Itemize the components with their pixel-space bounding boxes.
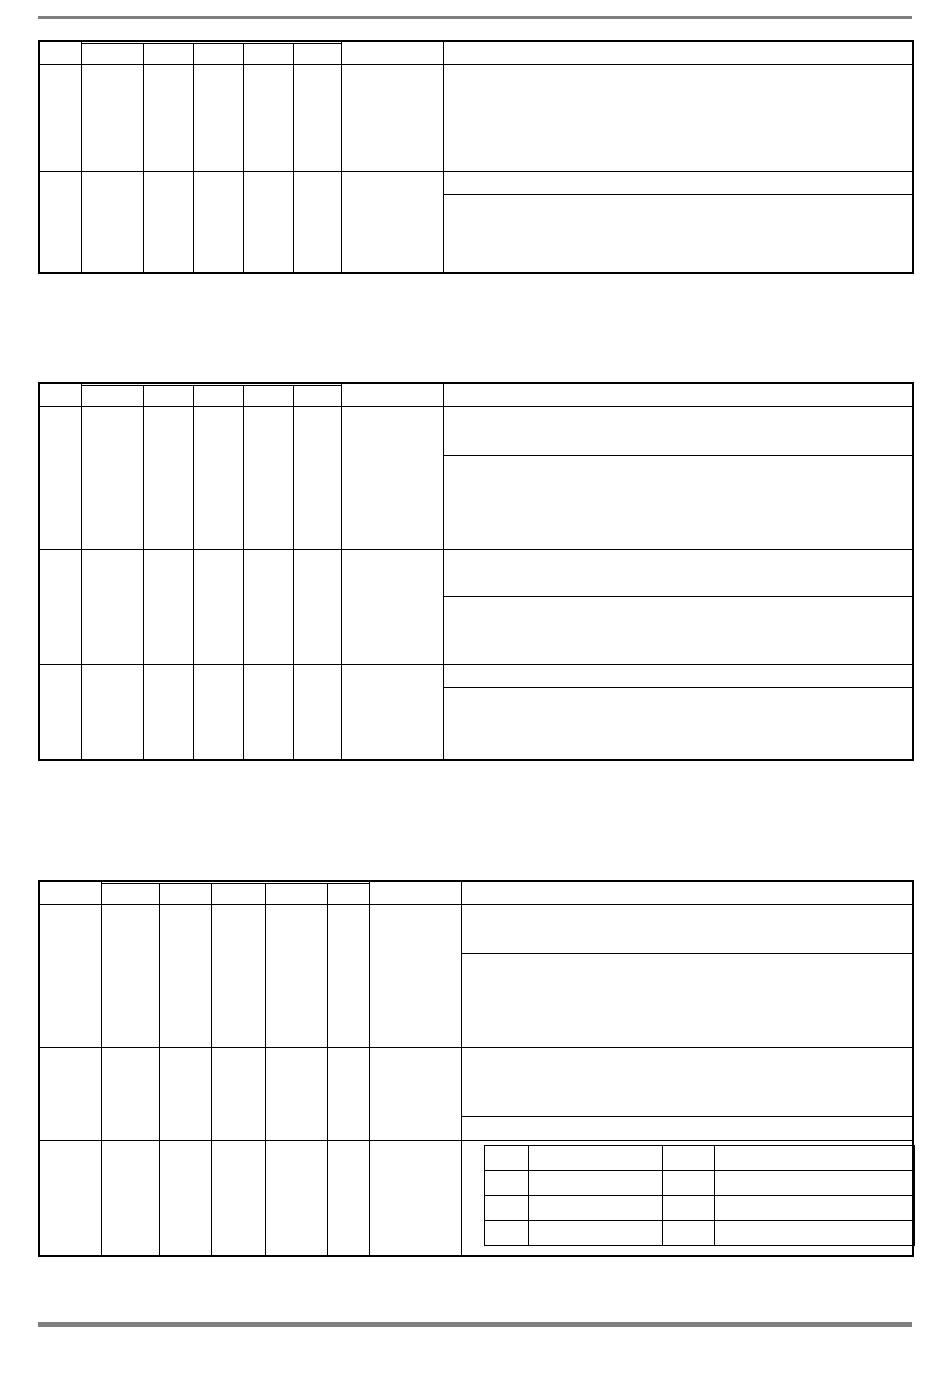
page-bottom-rule xyxy=(38,1322,912,1327)
row-cell xyxy=(211,905,265,1048)
header-subcol-2 xyxy=(143,44,193,65)
detail-line xyxy=(444,597,913,664)
nested-cell xyxy=(528,1146,662,1171)
detail-line xyxy=(444,195,913,272)
row-cell xyxy=(39,1048,101,1141)
nested-table-row xyxy=(484,1221,914,1246)
row-cell xyxy=(81,65,143,172)
nested-table-row xyxy=(484,1146,914,1171)
row-cell xyxy=(143,665,193,761)
table-row xyxy=(39,172,913,274)
row-cell xyxy=(341,172,443,274)
detail-line xyxy=(444,407,913,456)
row-cell xyxy=(293,65,341,172)
nested-cell xyxy=(528,1171,662,1196)
row-cell xyxy=(193,550,243,665)
row-cell xyxy=(265,1048,327,1141)
table-row xyxy=(39,407,913,550)
detail-lines-table xyxy=(444,172,913,271)
row-cell xyxy=(369,1048,461,1141)
detail-line xyxy=(444,688,913,759)
header-cell-col1 xyxy=(39,383,81,407)
detail-lines-table xyxy=(444,665,913,758)
nested-cell xyxy=(662,1196,714,1221)
table-3 xyxy=(38,880,914,1257)
nested-table-row xyxy=(484,1196,914,1221)
row-cell xyxy=(39,550,81,665)
header-cell-col3 xyxy=(341,41,443,65)
header-subcol-4 xyxy=(243,386,293,407)
row-cell xyxy=(341,550,443,665)
row-cell xyxy=(39,407,81,550)
row-cell xyxy=(193,172,243,274)
nested-cell xyxy=(484,1171,528,1196)
header-subcol-1 xyxy=(101,884,159,905)
row-cell xyxy=(101,1141,159,1257)
row-cell xyxy=(143,407,193,550)
row-cell xyxy=(243,665,293,761)
row-cell xyxy=(81,550,143,665)
row-cell xyxy=(143,172,193,274)
nested-cell xyxy=(714,1196,914,1221)
row-cell xyxy=(265,905,327,1048)
nested-cell xyxy=(528,1221,662,1246)
row-cell xyxy=(243,172,293,274)
row-nested-table-cell xyxy=(461,1141,913,1257)
row-cell xyxy=(159,905,211,1048)
row-cell xyxy=(81,407,143,550)
header-cell-col3 xyxy=(341,383,443,407)
detail-line xyxy=(462,954,913,1047)
header-subcol-1 xyxy=(81,386,143,407)
detail-line xyxy=(444,550,913,597)
table-1 xyxy=(38,40,914,274)
header-subcol-4 xyxy=(243,44,293,65)
header-cell-col1 xyxy=(39,881,101,905)
header-subcol-3 xyxy=(193,386,243,407)
table-row xyxy=(39,550,913,665)
page-top-rule xyxy=(38,16,912,19)
nested-cell xyxy=(714,1146,914,1171)
row-cell xyxy=(327,1141,369,1257)
row-cell xyxy=(39,65,81,172)
row-cell xyxy=(193,65,243,172)
header-subcol-2 xyxy=(159,884,211,905)
header-subcol-3 xyxy=(211,884,265,905)
row-cell xyxy=(101,905,159,1048)
detail-lines-table xyxy=(444,407,913,548)
row-cell xyxy=(159,1048,211,1141)
row-cell xyxy=(193,665,243,761)
row-cell xyxy=(193,407,243,550)
row-detail-stack xyxy=(443,407,913,550)
row-cell xyxy=(81,665,143,761)
table-row xyxy=(39,1141,913,1257)
nested-cell xyxy=(662,1221,714,1246)
row-cell xyxy=(341,65,443,172)
header-subcol-4 xyxy=(265,884,327,905)
row-cell xyxy=(81,172,143,274)
nested-cell xyxy=(714,1171,914,1196)
row-cell xyxy=(243,65,293,172)
row-detail-cell xyxy=(443,65,913,172)
row-detail-stack xyxy=(461,905,913,1048)
detail-lines-table xyxy=(444,550,913,663)
detail-line xyxy=(444,172,913,195)
row-cell xyxy=(341,407,443,550)
detail-line xyxy=(444,665,913,688)
row-cell xyxy=(341,665,443,761)
row-cell xyxy=(39,172,81,274)
row-cell xyxy=(39,1141,101,1257)
table-row xyxy=(39,65,913,172)
nested-cell xyxy=(484,1196,528,1221)
nested-cell xyxy=(714,1221,914,1246)
nested-cell xyxy=(662,1171,714,1196)
row-cell xyxy=(39,905,101,1048)
table-row xyxy=(39,1048,913,1141)
row-cell xyxy=(293,550,341,665)
header-subcol-2 xyxy=(143,386,193,407)
header-subcol-5 xyxy=(293,44,341,65)
row-detail-stack xyxy=(443,665,913,761)
header-cell-col4 xyxy=(461,881,913,905)
header-cell-col4 xyxy=(443,383,913,407)
nested-cell xyxy=(528,1196,662,1221)
nested-cell xyxy=(484,1221,528,1246)
detail-line xyxy=(462,905,913,954)
header-subcol-1 xyxy=(81,44,143,65)
nested-table-row xyxy=(484,1171,914,1196)
row-cell xyxy=(327,1048,369,1141)
row-cell xyxy=(265,1141,327,1257)
table-2 xyxy=(38,382,914,761)
row-cell xyxy=(327,905,369,1048)
detail-line xyxy=(444,456,913,549)
header-subcol-3 xyxy=(193,44,243,65)
header-cell-col3 xyxy=(369,881,461,905)
table-row xyxy=(39,905,913,1048)
row-detail-stack xyxy=(443,172,913,274)
row-cell xyxy=(293,665,341,761)
row-cell xyxy=(39,665,81,761)
row-cell xyxy=(293,407,341,550)
row-cell xyxy=(211,1141,265,1257)
row-cell xyxy=(369,905,461,1048)
nested-cell xyxy=(484,1146,528,1171)
row-cell xyxy=(211,1048,265,1141)
detail-lines-table xyxy=(462,905,913,1046)
header-subcol-5 xyxy=(293,386,341,407)
row-cell xyxy=(293,172,341,274)
header-cell-col1 xyxy=(39,41,81,65)
row-cell xyxy=(143,550,193,665)
row-cell xyxy=(143,65,193,172)
header-cell-col4 xyxy=(443,41,913,65)
nested-cell xyxy=(662,1146,714,1171)
nested-table xyxy=(484,1145,915,1246)
row-detail-stack xyxy=(443,550,913,665)
row-cell xyxy=(243,407,293,550)
detail-line xyxy=(462,1117,913,1140)
header-subcol-5 xyxy=(327,884,369,905)
table-row xyxy=(39,665,913,761)
row-cell xyxy=(369,1141,461,1257)
row-cell xyxy=(101,1048,159,1141)
row-cell xyxy=(159,1141,211,1257)
detail-line xyxy=(462,1048,913,1117)
row-cell xyxy=(243,550,293,665)
detail-lines-table xyxy=(462,1048,913,1139)
row-detail-stack xyxy=(461,1048,913,1141)
